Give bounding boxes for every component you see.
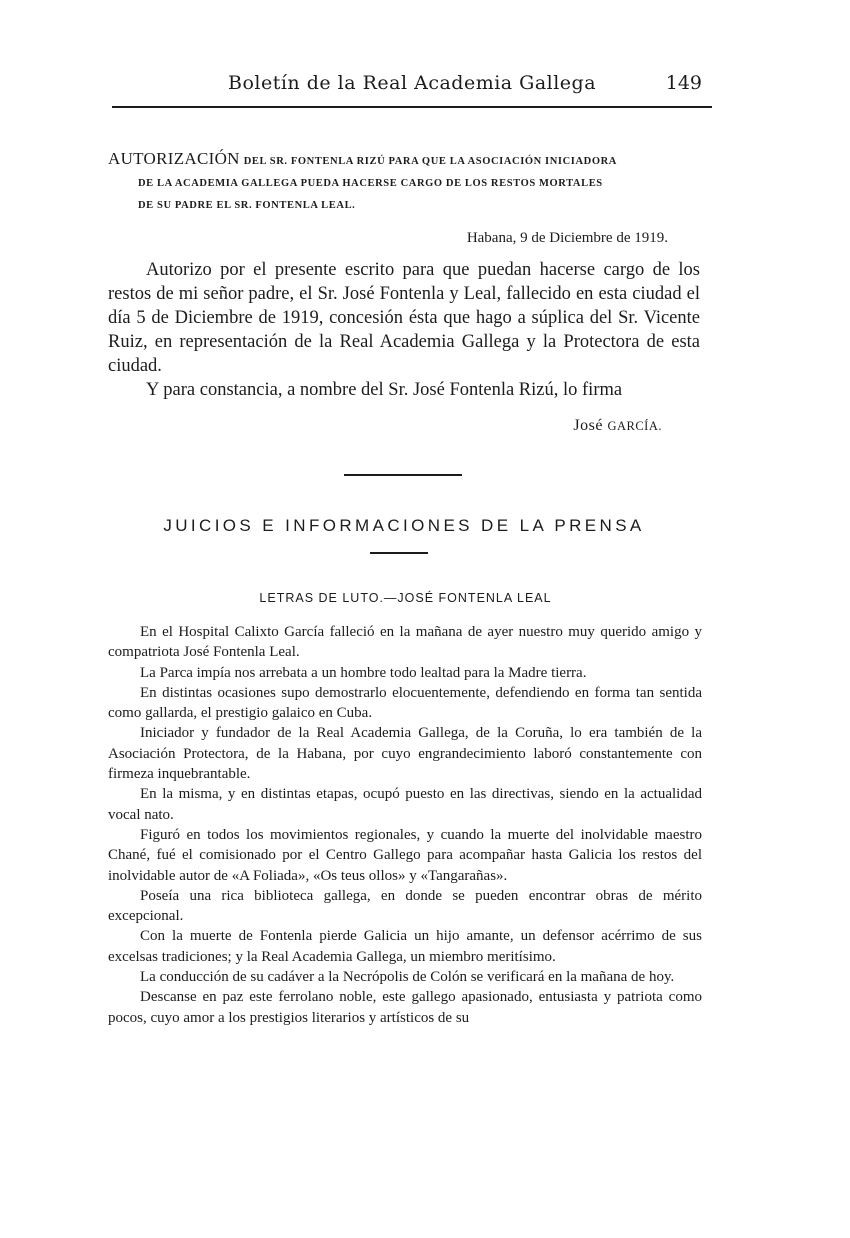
page-number: 149: [665, 72, 702, 94]
running-header: [112, 66, 712, 108]
authorization-paragraph-1: Autorizo por el presente escrito para que puedan hacerse cargo de los restos de mi señor padre, el Sr. José Fontenla y Leal, fallecido en esta ciudad el día 5 de Diciembre de 1919, concesión ésta que hago a súplica del Sr. Vicente Ruiz, en representación de la Real Academia Gallega y la Protectora de esta ciudad.: [108, 260, 700, 376]
article-body: [108, 622, 702, 1028]
authorization-heading-line3: DE SU PADRE EL SR. FONTENLA LEAL.: [138, 200, 356, 211]
section-divider-top: [344, 474, 462, 476]
article-paragraph: Poseía una rica biblioteca gallega, en donde se pueden encontrar obras de mérito excepcional.: [108, 887, 702, 925]
section-divider-bottom: [370, 552, 428, 554]
authorization-heading-lead: AUTORIZACIÓN: [108, 149, 240, 168]
authorization-heading-line1: DEL SR. FONTENLA RIZÚ PARA QUE LA ASOCIACIÓN INICIADORA: [243, 156, 617, 167]
signature-last-name: GARCÍA.: [607, 419, 662, 433]
section-title: JUICIOS E INFORMACIONES DE LA PRENSA: [163, 516, 645, 535]
article-title: LETRAS DE LUTO.—JOSÉ FONTENLA LEAL: [259, 591, 552, 605]
signature-first-name: José: [573, 417, 603, 434]
article-paragraph: Figuró en todos los movimientos regionales, y cuando la muerte del inolvidable maestro Chané, fué el comisionado por el Centro Gallego para acompañar hasta Galicia los restos del inolvidable autor de «A Foliada», «Os teus ollos» y «Tangarañas».: [108, 826, 702, 884]
article-paragraph: La conducción de su cadáver a la Necrópolis de Colón se verificará en la mañana de hoy.: [140, 969, 675, 986]
authorization-heading-line2: DE LA ACADEMIA GALLEGA PUEDA HACERSE CARGO DE LOS RESTOS MORTALES: [138, 178, 603, 189]
article-paragraph: Iniciador y fundador de la Real Academia Gallega, de la Coruña, lo era también de la Asociación Protectora, de la Habana, por cuyo engrandecimiento laboró constantemente con firmeza inquebrantable.: [108, 725, 702, 783]
authorization-heading: [108, 148, 708, 217]
journal-title: Boletín de la Real Academia Gallega: [228, 72, 597, 94]
signature: [573, 417, 662, 435]
place-date: Habana, 9 de Diciembre de 1919.: [466, 230, 668, 246]
article-paragraph: La Parca impía nos arrebata a un hombre todo lealtad para la Madre tierra.: [140, 664, 587, 681]
authorization-paragraph-2: Y para constancia, a nombre del Sr. José Fontenla Rizú, lo firma: [146, 380, 623, 400]
article-paragraph: En la misma, y en distintas etapas, ocupó puesto en las directivas, siendo en la actualidad vocal nato.: [108, 786, 702, 823]
article-paragraph: En el Hospital Calixto García falleció en la mañana de ayer nuestro muy querido amigo y compatriota José Fontenla Leal.: [108, 624, 702, 661]
article-paragraph: Con la muerte de Fontenla pierde Galicia un hijo amante, un defensor acérrimo de sus excelsas tradiciones; y la Real Academia Gallega, un miembro meritísimo.: [108, 928, 702, 965]
article-paragraph: Descanse en paz este ferrolano noble, este gallego apasionado, entusiasta y patriota como pocos, cuyo amor a los prestigios literarios y artísticos de su: [108, 989, 702, 1026]
article-paragraph: En distintas ocasiones supo demostrarlo elocuentemente, defendiendo en forma tan sentida como gallarda, el prestigio galaico en Cuba.: [108, 684, 702, 722]
